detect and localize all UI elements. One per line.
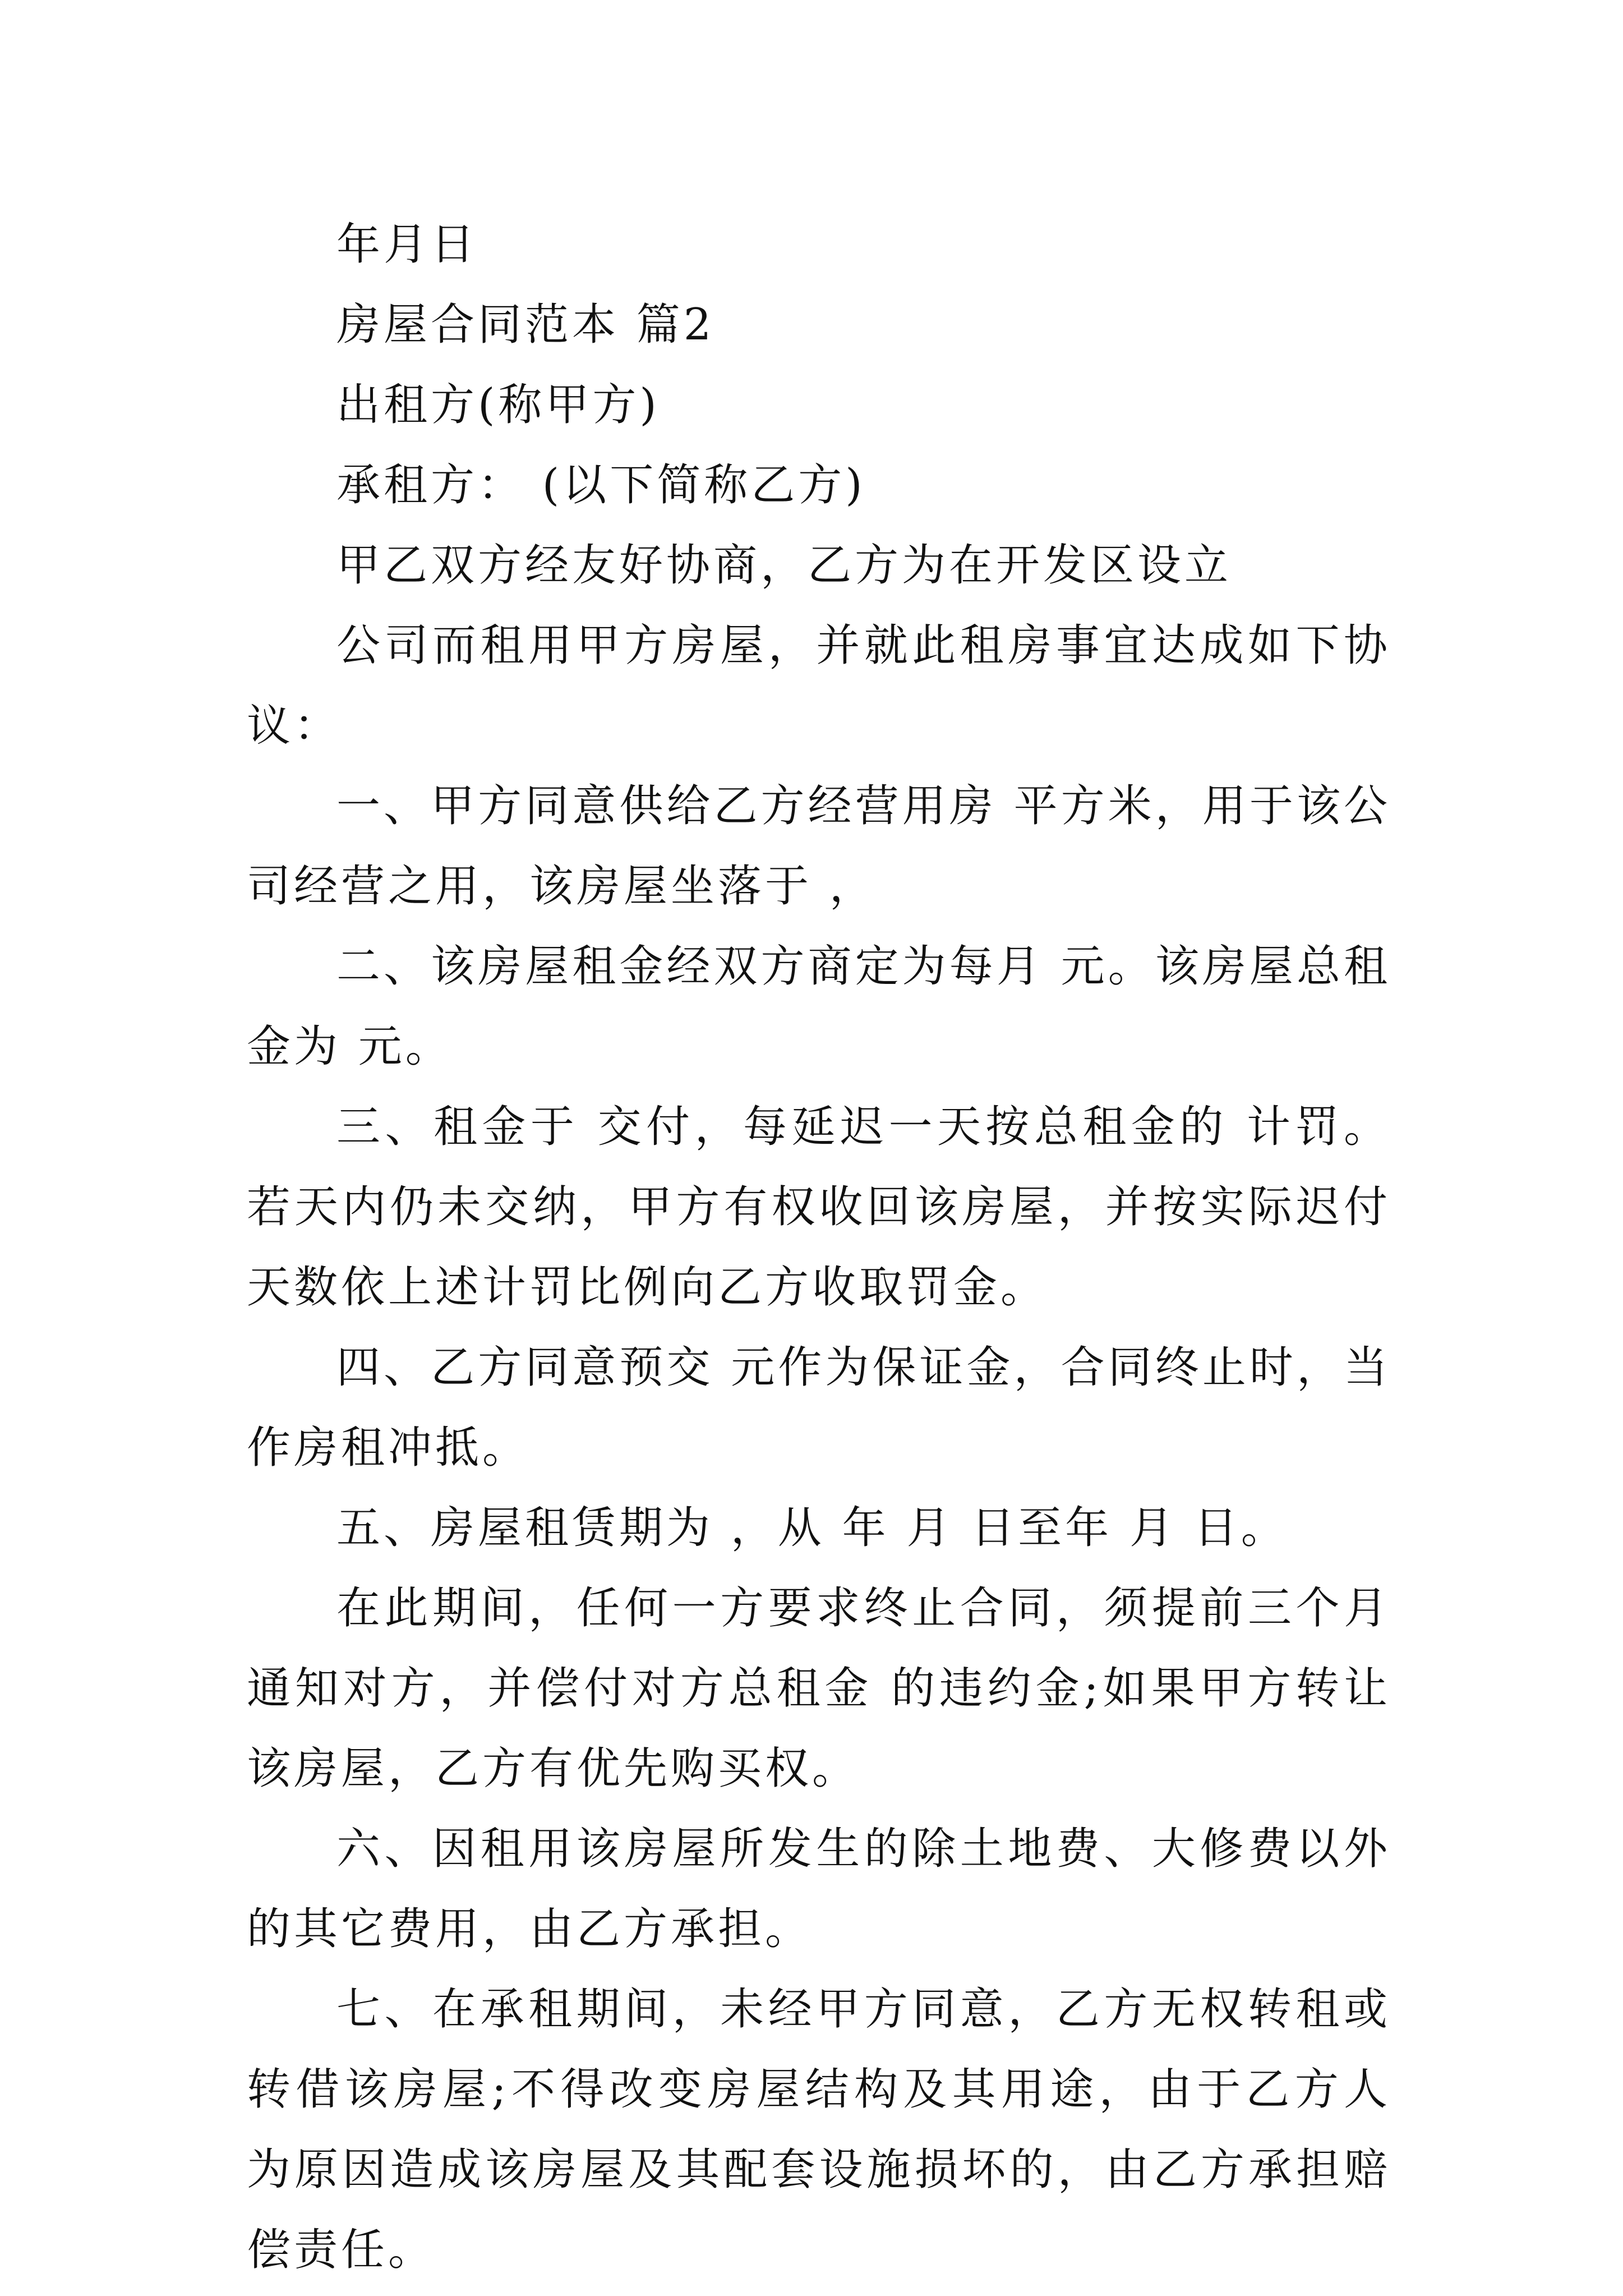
lessor-line: 出租方(称甲方) [336,380,660,430]
lessee-line: 承租方： (以下简称乙方) [336,460,866,510]
date-line: 年月日 [336,219,478,270]
clause-1: 一、甲方同意供给乙方经营用房 平方米，用于该公司经营之用，该房屋坐落于 ， [247,781,1391,912]
clause-4: 四、乙方同意预交 元作为保证金，合同终止时，当作房租冲抵。 [247,1342,1391,1473]
clause-5: 五、房屋租赁期为 ，从 年 月 日至年 月 日。 [336,1503,1288,1553]
clause-5-termination: 在此期间，任何一方要求终止合同，须提前三个月通知对方，并偿付对方总租金 的违约金;如果甲方转让该房屋，乙方有优先购买权。 [247,1583,1391,1794]
document-body [247,205,1391,2290]
intro-paragraph: 甲乙双方经友好协商，乙方为在开发区设立 [336,540,1232,591]
clause-7: 七、在承租期间，未经甲方同意，乙方无权转租或转借该房屋;不得改变房屋结构及其用途，由于乙方人为原因造成该房屋及其配套设施损坏的，由乙方承担赔偿责任。 [247,1984,1391,2275]
clause-6: 六、因租用该房屋所发生的除土地费、大修费以外的其它费用，由乙方承担。 [247,1824,1391,1954]
clause-3: 三、租金于 交付，每延迟一天按总租金的 计罚。若天内仍未交纳，甲方有权收回该房屋，并按实际迟付天数依上述计罚比例向乙方收取罚金。 [247,1102,1391,1313]
intro-paragraph-continued: 公司而租用甲方房屋，并就此租房事宜达成如下协议： [247,620,1391,751]
clause-2: 二、该房屋租金经双方商定为每月 元。该房屋总租金为 元。 [247,941,1391,1072]
section-title: 房屋合同范本 篇2 [336,300,715,350]
